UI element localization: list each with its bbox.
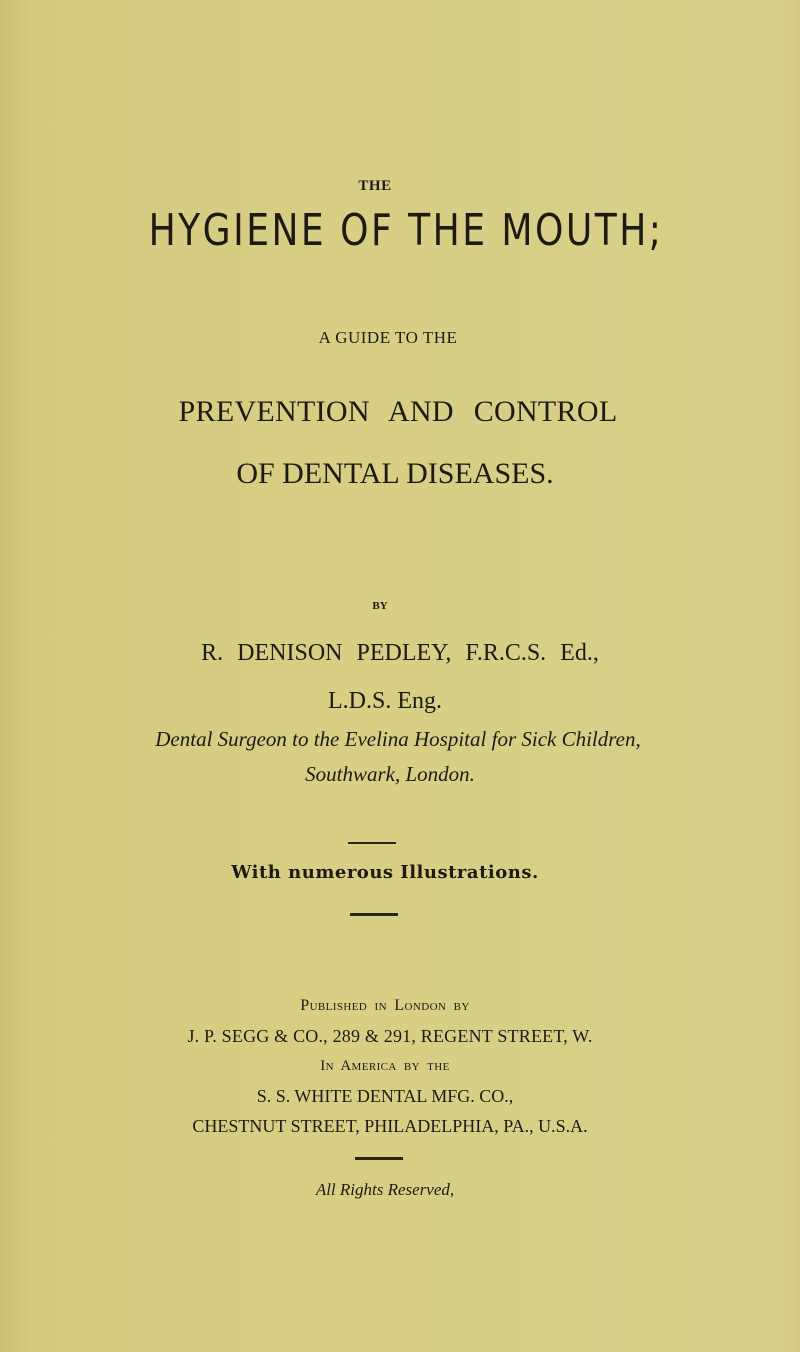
subtitle-line-1: PREVENTION AND CONTROL (178, 395, 618, 428)
book-title: HYGIENE OF THE MOUTH; (148, 205, 664, 256)
divider-rule (348, 842, 396, 844)
america-label: In America by the (320, 1058, 450, 1074)
rights-notice: All Rights Reserved, (315, 1180, 455, 1199)
author-degrees: L.D.S. Eng. (328, 688, 442, 714)
publisher-america-address: CHESTNUT STREET, PHILADELPHIA, PA., U.S.A. (192, 1116, 588, 1136)
author-name: R. DENISON PEDLEY, F.R.C.S. Ed., (201, 640, 599, 666)
by-label: BY (372, 600, 388, 612)
author-location: Southwark, London. (305, 762, 475, 786)
published-label: Published in London by (300, 997, 470, 1014)
divider-rule (355, 1157, 403, 1160)
publisher-america: S. S. WHITE DENTAL MFG. CO., (256, 1086, 514, 1106)
divider-rule (350, 913, 398, 916)
subtitle-line-2: OF DENTAL DISEASES. (236, 457, 554, 490)
illustrations-note: With numerous Illustrations. (231, 862, 539, 883)
author-position: Dental Surgeon to the Evelina Hospital for Sick Children, (155, 727, 641, 751)
publisher-london: J. P. SEGG & CO., 289 & 291, REGENT STREET, W. (187, 1026, 593, 1046)
subtitle-lead: A GUIDE TO THE (318, 328, 458, 347)
pre-title: THE (358, 178, 392, 194)
